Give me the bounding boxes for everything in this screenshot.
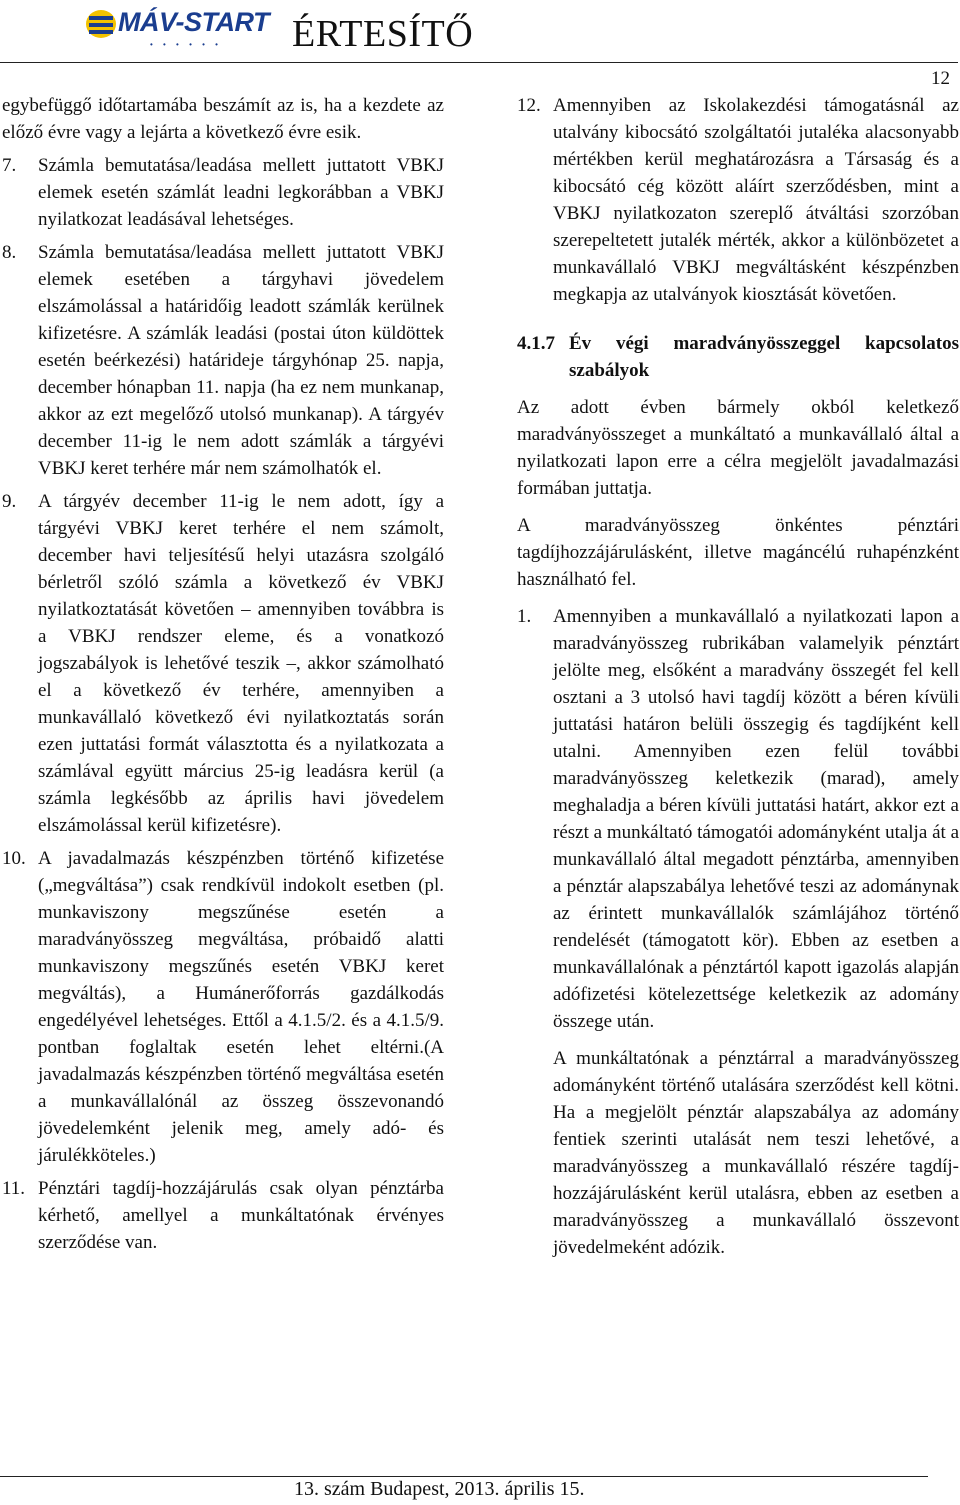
footer-divider	[0, 1476, 928, 1477]
list-item	[517, 92, 959, 308]
header-divider	[0, 62, 958, 63]
intro-paragraph: egybefüggő időtartamába beszámít az is, ha a kezdete az előző évre vagy a lejárta a következő évre esik.	[2, 95, 444, 143]
section-number: 4.1.7	[517, 333, 555, 354]
page-header	[0, 0, 960, 89]
left-column	[2, 92, 444, 1256]
item-number: 1.	[517, 606, 532, 627]
item-number: 7.	[2, 155, 17, 176]
paragraph: A maradványösszeg önkéntes pénztári tagdíjhozzájárulásként, illetve magáncélú ruhapénzként használható fel.	[517, 515, 959, 590]
publication-title: ÉRTESÍTŐ	[292, 13, 474, 55]
item-number: 8.	[2, 242, 17, 263]
item-text: Pénztári tagdíj-hozzájárulás csak olyan pénztárba kérhető, amellyel a munkáltatónak érvényes szerződése van.	[38, 1178, 444, 1253]
footer-issue: 13. szám Budapest, 2013. április 15.	[294, 1478, 585, 1500]
list-item	[2, 488, 444, 839]
list-item	[2, 152, 444, 233]
section-heading	[517, 330, 959, 384]
list-item	[2, 1175, 444, 1256]
item-number: 10.	[2, 848, 26, 869]
section-title: Év végi maradványösszeggel kapcsolatos szabályok	[569, 333, 959, 381]
item-number: 12.	[517, 95, 541, 116]
item-text: Számla bemutatása/leadása mellett juttatott VBKJ elemek esetében a tárgyhavi jövedelem elszámolással a határidőig leadott számlák kerülnek kifizetésre. A számlák leadási (postai úton küldöttek esetén beérkezési) határideje tárgyhónap 25. napja, december hónapban 11. napja (ha ez nem munkanap, akkor az ezt megelőző utolsó munkanap). A tárgyév december 11-ig le nem adott számlák a tárgyévi VBKJ keret terhére már nem számolhatók el.	[38, 242, 444, 479]
item-number: 9.	[2, 491, 17, 512]
item-text: A tárgyév december 11-ig le nem adott, így a tárgyévi VBKJ keret terhére el nem számolt, december havi teljesítésű helyi utazásra szolgáló bérletről szóló számla a következő év VBKJ nyilatkoztatását követően – amennyiben továbbra is a VBKJ rendszer eleme, és a vonatkozó jogszabályok is lehetővé teszik –, akkor számolható el a következő év terhére, amennyiben a munkavállaló következő évi nyilatkoztatás során ezen juttatási formát választotta és a nyilatkozata a számlával együtt március 25-ig leadásra kerül (a számla legkésőbb az április havi jövedelem elszámolással kerül kifizetésre).	[38, 491, 444, 836]
page-number: 12	[931, 68, 950, 89]
list-item	[517, 603, 959, 1261]
logo-dots: • • • • • •	[150, 40, 222, 49]
item-text: Amennyiben az Iskolakezdési támogatásnál az utalvány kibocsátó szolgáltatói jutaléka alacsonyabb mértékben kerül meghatározásra a Társaság és a kibocsátó cég között aláírt szerződésben, mint a VBKJ nyilatkozaton szereplő átváltási szorzóban szerepeltetett jutalék mérték, akkor a különbözetet a munkavállaló VBKJ megváltásként készpénzben megkapja az utalványok kiosztását követően.	[553, 95, 959, 305]
item-continuation: A munkáltatónak a pénztárral a maradványösszeg adományként történő utalására szerződést kell kötni. Ha a megjelölt pénztár alapszabálya az adomány fentiek szerinti utalását nem teszi lehetővé, a maradványösszeg a munkavállaló részére tagdíj-hozzájárulásként kerül utalásra, ebben az esetben a maradványösszeg a munkavállaló összevont jövedelmeként adózik.	[553, 1048, 959, 1258]
list-item	[2, 845, 444, 1169]
right-column	[517, 92, 959, 1261]
list-item	[2, 239, 444, 482]
item-text: A javadalmazás készpénzben történő kifizetése („megváltása”) csak rendkívül indokolt esetben (pl. munkaviszony megszűnése esetén a maradványösszeg megváltása, próbaidő alatti munkaviszony megszűnés esetén VBKJ keret megváltás), a Humánerőforrás gazdálkodás engedélyével lehetséges. Ettől a 4.1.5/2. és a 4.1.5/9. pontban foglaltak esetén lehet eltérni.(A javadalmazás készpénzben történő megváltása esetén a munkavállalónál az összeg összevonandó jövedelemként jelenik meg, amely adó- és járulékköteles.)	[38, 848, 444, 1166]
item-text: Amennyiben a munkavállaló a nyilatkozati lapon a maradványösszeg rubrikában valamelyik pénztárt jelölte meg, elsőként a maradvány összegét fel kell osztani a 3 utolsó havi tagdíj között a béren kívüli juttatási határon belüli összegig és tagdíjként kell utalni. Amennyiben ezen felül további maradványösszeg keletkezik (marad), amely meghaladja a béren kívüli juttatási határt, akkor ezt a részt a munkáltató támogatói adományként utalja át a munkavállaló által megadott pénztárba, amennyiben a pénztár alapszabálya lehetővé teszi az adománynak az érintett munkavállalók számlájához történő rendelését (támogatott kör). Ebben az esetben a munkavállalónak a pénztártól kapott igazolás alapján adófizetési kötelezettsége keletkezik az adomány összege után.	[553, 606, 959, 1032]
logo-text: MÁV-START	[118, 7, 269, 37]
paragraph: Az adott évben bármely okból keletkező maradványösszeget a munkáltató a munkavállaló által a nyilatkozati lapon erre a célra megjelölt javadalmazási formában juttatja.	[517, 397, 959, 499]
item-text: Számla bemutatása/leadása mellett juttatott VBKJ elemek esetén számlát leadni legkorábban a VBKJ nyilatkozat leadásával lehetséges.	[38, 155, 444, 230]
item-number: 11.	[2, 1178, 26, 1199]
